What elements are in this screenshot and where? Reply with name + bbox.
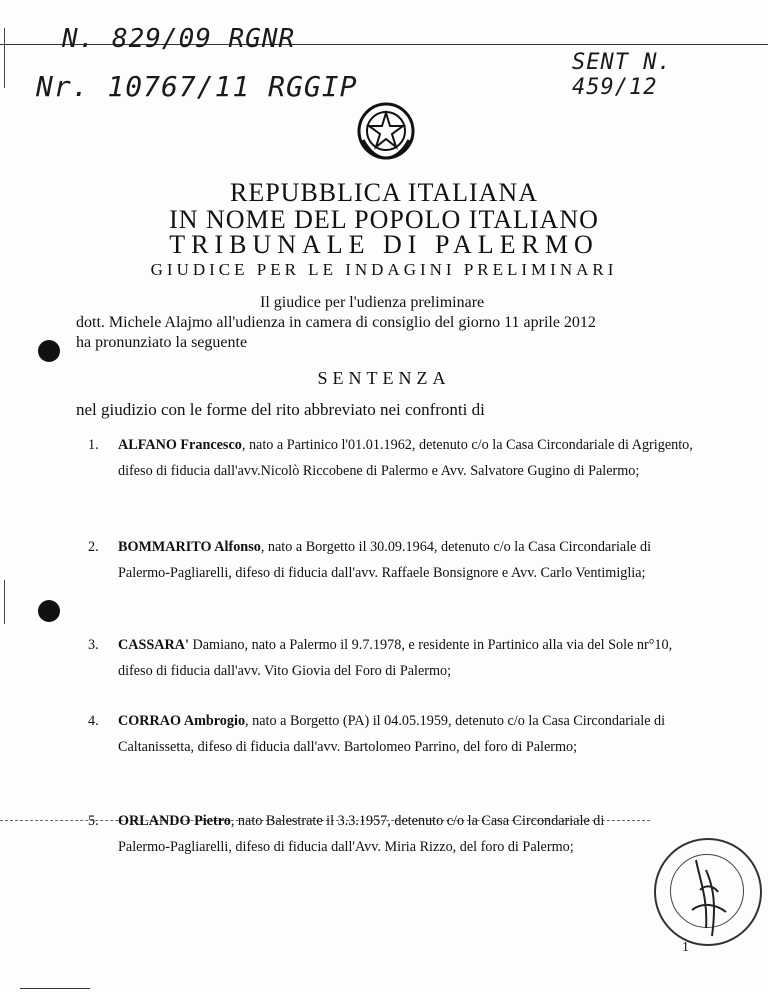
defendant-name: ALFANO Francesco xyxy=(118,437,242,453)
punch-hole-mark xyxy=(38,340,60,362)
defendant-item xyxy=(88,708,698,760)
defendant-number: 3. xyxy=(88,637,99,653)
defendant-number: 1. xyxy=(88,437,99,453)
page-number: 1 xyxy=(682,940,689,955)
signature-icon xyxy=(656,840,760,944)
intro-line-1: Il giudice per l'udienza preliminare xyxy=(260,294,485,311)
bottom-rule xyxy=(20,988,90,989)
defendant-details: , nato Balestrate il 3.3.1957, detenuto c/o la Casa Circondariale di Palermo-Pagliarelli, difeso di fiducia dall'Avv. Miria Rizzo, del foro di Palermo; xyxy=(118,813,605,855)
defendant-name: CORRAO Ambrogio xyxy=(118,713,246,729)
defendant-number: 4. xyxy=(88,713,99,729)
defendant-details: , nato a Partinico l'01.01.1962, detenuto c/o la Casa Circondariale di Agrigento, difeso di fiducia dall'avv.Nicolò Riccobene di Palermo e Avv. Salvatore Gugino di Palermo; xyxy=(118,437,693,479)
intro-line-3: ha pronunziato la seguente xyxy=(76,334,248,351)
defendant-number: 2. xyxy=(88,539,99,555)
proceeding-text: nel giudizio con le forme del rito abbreviato nei confronti di xyxy=(76,400,485,419)
handwritten-rgnr: N. 829/09 RGNR xyxy=(62,24,296,54)
header-people: IN NOME DEL POPOLO ITALIANO xyxy=(169,205,599,234)
handwritten-rggip: Nr. 10767/11 RGGIP xyxy=(36,70,358,103)
defendant-name: ORLANDO Pietro xyxy=(118,813,231,829)
punch-hole-mark-2 xyxy=(38,600,60,622)
defendant-name: CASSARA' xyxy=(118,637,189,653)
defendant-details: , nato a Borgetto (PA) il 04.05.1959, detenuto c/o la Casa Circondariale di Caltanissetta, difeso di fiducia dall'avv. Bartolomeo Parrino, del foro di Palermo; xyxy=(118,713,666,755)
handwritten-sent: SENT N. 459/12 xyxy=(572,50,672,100)
defendant-item xyxy=(88,808,648,860)
intro-line-2: dott. Michele Alajmo all'udienza in camera di consiglio del giorno 11 aprile 2012 xyxy=(76,314,596,331)
defendant-item xyxy=(88,534,698,586)
defendant-number: 5. xyxy=(88,813,99,829)
left-margin-line xyxy=(4,28,5,88)
defendant-item xyxy=(88,432,698,484)
italian-republic-emblem-icon xyxy=(355,100,417,162)
defendant-details: , nato a Borgetto il 30.09.1964, detenuto c/o la Casa Circondariale di Palermo-Pagliarelli, difeso di fiducia dall'avv. Raffaele Bonsignore e Avv. Carlo Ventimiglia; xyxy=(118,539,652,581)
header-republic: REPUBBLICA ITALIANA xyxy=(230,178,538,207)
defendant-item xyxy=(88,632,698,684)
defendant-name: BOMMARITO Alfonso xyxy=(118,539,261,555)
header-office: GIUDICE PER LE INDAGINI PRELIMINARI xyxy=(150,260,618,279)
official-stamp xyxy=(654,838,762,946)
left-margin-line-2 xyxy=(4,580,5,624)
defendant-details: Damiano, nato a Palermo il 9.7.1978, e residente in Partinico alla via del Sole nr°10, difeso di fiducia dall'avv. Vito Giovia del Foro di Palermo; xyxy=(118,637,673,679)
header-court: TRIBUNALE DI PALERMO xyxy=(169,230,599,259)
sentenza-title: SENTENZA xyxy=(317,368,451,388)
